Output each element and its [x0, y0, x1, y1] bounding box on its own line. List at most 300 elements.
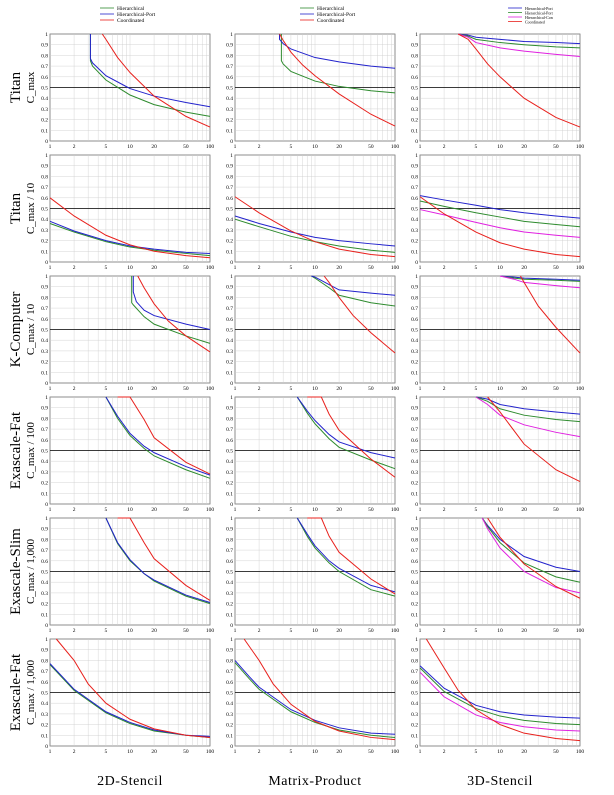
y-tick-label: 0: [45, 260, 48, 266]
x-tick-label: 100: [205, 144, 215, 150]
y-tick-label: 0.8: [411, 295, 418, 302]
x-tick-label: 100: [575, 749, 585, 755]
y-tick-label: 0.2: [41, 117, 48, 124]
y-tick-label: 0.5: [226, 206, 233, 213]
y-tick-label: 0.8: [226, 658, 233, 665]
y-tick-label: 0.1: [226, 128, 233, 135]
x-tick-label: 20: [151, 507, 157, 513]
y-tick-label: 0: [230, 381, 233, 387]
y-tick-label: 0.1: [41, 249, 48, 256]
row-label: [8, 292, 37, 368]
x-tick-label: 10: [127, 628, 133, 634]
x-tick-label: 100: [390, 144, 400, 150]
y-tick-label: 0.8: [41, 53, 48, 60]
y-tick-label: 0.1: [411, 249, 418, 256]
x-tick-label: 5: [104, 507, 108, 513]
x-tick-label: 50: [553, 386, 559, 392]
y-tick-label: 1: [230, 32, 233, 38]
y-tick-label: 0.7: [226, 427, 233, 434]
y-tick-label: 1: [230, 516, 233, 522]
x-tick-label: 100: [390, 507, 400, 513]
panel-r2-c0: [41, 274, 214, 392]
y-tick-label: 0.1: [226, 612, 233, 619]
y-tick-label: 0.7: [226, 185, 233, 192]
x-tick-label: 10: [312, 749, 318, 755]
row-label-scale: C_max / 1,000: [25, 659, 37, 726]
x-tick-label: 20: [521, 628, 527, 634]
y-tick-label: 0.9: [411, 405, 418, 412]
y-tick-label: 0: [415, 139, 418, 145]
y-tick-label: 0: [230, 623, 233, 629]
x-tick-label: 1: [418, 507, 422, 513]
y-tick-label: 0.2: [411, 117, 418, 124]
x-tick-label: 1: [418, 265, 422, 271]
y-tick-label: 0.8: [411, 53, 418, 60]
row-label-platform: Titan: [8, 71, 24, 104]
row-label-scale: C_max / 1,000: [25, 538, 37, 605]
y-tick-label: 0.4: [226, 96, 233, 103]
x-tick-label: 2: [72, 386, 76, 392]
y-tick-label: 0.7: [226, 64, 233, 71]
x-tick-label: 10: [312, 386, 318, 392]
y-tick-label: 1: [415, 516, 418, 522]
x-tick-label: 2: [257, 144, 261, 150]
y-tick-label: 0.6: [411, 558, 418, 565]
y-tick-label: 0.5: [41, 569, 48, 576]
y-tick-label: 0.9: [41, 284, 48, 291]
y-tick-label: 0.6: [41, 679, 48, 686]
y-tick-label: 0.5: [411, 206, 418, 213]
x-tick-label: 2: [442, 386, 446, 392]
y-tick-label: 0.5: [226, 569, 233, 576]
x-tick-label: 50: [553, 507, 559, 513]
panel-r0-c0: [41, 32, 214, 150]
y-tick-label: 0.4: [226, 338, 233, 345]
x-tick-label: 1: [233, 144, 237, 150]
panel-r4-c2: [411, 516, 584, 634]
x-tick-label: 50: [183, 749, 189, 755]
y-tick-label: 0.3: [226, 469, 233, 476]
x-tick-label: 5: [104, 749, 108, 755]
x-tick-label: 50: [183, 507, 189, 513]
x-tick-label: 1: [418, 386, 422, 392]
x-tick-label: 20: [151, 144, 157, 150]
y-tick-label: 0.5: [411, 569, 418, 576]
x-tick-label: 100: [575, 507, 585, 513]
y-tick-label: 0.9: [41, 647, 48, 654]
y-tick-label: 0: [230, 744, 233, 750]
y-tick-label: 0.4: [226, 459, 233, 466]
y-tick-label: 0.1: [226, 733, 233, 740]
y-tick-label: 0.7: [41, 185, 48, 192]
legend-label: Hierarchical-Port: [525, 10, 553, 16]
y-tick-label: 0.3: [226, 711, 233, 718]
x-tick-label: 50: [183, 265, 189, 271]
y-tick-label: 1: [230, 153, 233, 159]
y-tick-label: 0.8: [226, 416, 233, 423]
y-tick-label: 0.2: [41, 601, 48, 608]
y-tick-label: 0.3: [226, 590, 233, 597]
y-tick-label: 0.3: [411, 348, 418, 355]
y-tick-label: 0.7: [411, 64, 418, 71]
y-tick-label: 1: [45, 637, 48, 643]
x-tick-label: 10: [312, 507, 318, 513]
y-tick-label: 1: [230, 637, 233, 643]
x-tick-label: 2: [442, 144, 446, 150]
panel-r3-c1: [226, 395, 399, 513]
panel-r2-c2: [411, 274, 584, 392]
y-tick-label: 0.8: [411, 416, 418, 423]
x-tick-label: 50: [368, 265, 374, 271]
y-tick-label: 0: [415, 502, 418, 508]
y-tick-label: 0.3: [226, 227, 233, 234]
y-tick-label: 0.6: [411, 437, 418, 444]
y-tick-label: 0.1: [41, 612, 48, 619]
x-tick-label: 2: [257, 265, 261, 271]
x-tick-label: 5: [104, 386, 108, 392]
y-tick-label: 1: [45, 395, 48, 401]
row-label-scale: C_max / 10: [25, 182, 37, 235]
y-tick-label: 0.8: [411, 658, 418, 665]
x-tick-label: 100: [390, 628, 400, 634]
x-tick-label: 50: [183, 628, 189, 634]
y-tick-label: 0.9: [226, 647, 233, 654]
x-tick-label: 1: [48, 386, 52, 392]
x-tick-label: 50: [368, 749, 374, 755]
y-tick-label: 0.7: [41, 306, 48, 313]
y-tick-label: 0.3: [41, 469, 48, 476]
y-tick-label: 0.7: [41, 548, 48, 555]
x-tick-label: 10: [497, 749, 503, 755]
x-tick-label: 2: [442, 265, 446, 271]
y-tick-label: 0.3: [41, 711, 48, 718]
x-tick-label: 2: [72, 144, 76, 150]
panel-r3-c0: [41, 395, 214, 513]
x-tick-label: 2: [442, 628, 446, 634]
y-tick-label: 0.5: [41, 690, 48, 697]
x-tick-label: 10: [312, 144, 318, 150]
x-tick-label: 100: [205, 749, 215, 755]
x-tick-label: 1: [233, 507, 237, 513]
y-tick-label: 0.4: [41, 96, 48, 103]
legend: [100, 6, 156, 24]
y-tick-label: 0: [230, 502, 233, 508]
y-tick-label: 0.9: [226, 405, 233, 412]
x-tick-label: 2: [72, 507, 76, 513]
y-tick-label: 0.4: [226, 580, 233, 587]
y-tick-label: 0.2: [226, 117, 233, 124]
row-label-scale: C_max / 100: [25, 422, 37, 479]
y-tick-label: 0.9: [411, 163, 418, 170]
x-tick-label: 50: [368, 144, 374, 150]
y-tick-label: 0.4: [41, 338, 48, 345]
panel-r5-c0: [41, 637, 214, 755]
x-tick-label: 5: [474, 265, 478, 271]
row-label: [8, 71, 37, 103]
x-tick-label: 1: [48, 144, 52, 150]
x-tick-label: 10: [127, 749, 133, 755]
y-tick-label: 0.6: [411, 316, 418, 323]
y-tick-label: 0: [230, 260, 233, 266]
x-tick-label: 50: [183, 144, 189, 150]
row-label: [8, 411, 37, 489]
row-label-platform: Exascale-Fat: [8, 411, 24, 490]
legend-label: Hierarchical-Port: [525, 5, 553, 11]
legend-label: Coordinated: [317, 17, 345, 24]
x-tick-label: 1: [233, 749, 237, 755]
y-tick-label: 0: [45, 139, 48, 145]
y-tick-label: 0.5: [41, 327, 48, 334]
y-tick-label: 0.2: [41, 722, 48, 729]
y-tick-label: 0.9: [226, 42, 233, 49]
y-tick-label: 0.5: [41, 206, 48, 213]
x-tick-label: 10: [127, 507, 133, 513]
x-tick-label: 5: [289, 507, 293, 513]
x-tick-label: 1: [48, 507, 52, 513]
x-tick-label: 20: [521, 144, 527, 150]
x-tick-label: 50: [368, 628, 374, 634]
x-tick-label: 100: [390, 386, 400, 392]
y-tick-label: 0.4: [41, 580, 48, 587]
x-tick-label: 5: [474, 507, 478, 513]
x-tick-label: 2: [72, 265, 76, 271]
y-tick-label: 0.2: [226, 722, 233, 729]
y-tick-label: 0.9: [41, 405, 48, 412]
y-tick-label: 0.9: [226, 284, 233, 291]
y-tick-label: 0.5: [41, 448, 48, 455]
x-tick-label: 5: [289, 628, 293, 634]
x-tick-label: 20: [336, 507, 342, 513]
y-tick-label: 0.6: [41, 558, 48, 565]
row-label: [8, 653, 37, 731]
x-tick-label: 1: [48, 265, 52, 271]
legend: [508, 6, 554, 25]
x-tick-label: 5: [474, 144, 478, 150]
y-tick-label: 0.1: [226, 249, 233, 256]
x-tick-label: 100: [575, 386, 585, 392]
y-tick-label: 0.2: [41, 359, 48, 366]
y-tick-label: 0.3: [411, 106, 418, 113]
y-tick-label: 0.3: [41, 227, 48, 234]
y-tick-label: 0: [415, 260, 418, 266]
x-tick-label: 1: [233, 386, 237, 392]
x-tick-label: 50: [183, 386, 189, 392]
legend-label: Hierarchical: [317, 5, 345, 12]
y-tick-label: 0: [415, 623, 418, 629]
y-tick-label: 0.4: [411, 459, 418, 466]
y-tick-label: 0.1: [41, 733, 48, 740]
panel-r1-c1: [226, 153, 399, 271]
x-tick-label: 1: [418, 749, 422, 755]
x-tick-label: 20: [521, 386, 527, 392]
x-tick-label: 20: [151, 386, 157, 392]
y-tick-label: 0.5: [226, 448, 233, 455]
y-tick-label: 0.6: [226, 558, 233, 565]
y-tick-label: 0.8: [41, 537, 48, 544]
y-tick-label: 0.9: [226, 163, 233, 170]
y-tick-label: 0.2: [411, 601, 418, 608]
x-tick-label: 2: [72, 628, 76, 634]
panel-r3-c2: [411, 395, 584, 513]
y-tick-label: 0.4: [411, 217, 418, 224]
row-label-platform: Exascale-Slim: [8, 528, 24, 615]
y-tick-label: 0.2: [41, 480, 48, 487]
legend-label: Coordinated: [525, 19, 545, 25]
y-tick-label: 0.5: [411, 690, 418, 697]
x-tick-label: 50: [368, 507, 374, 513]
legend-label: Hierarchical-Port: [317, 11, 356, 18]
y-tick-label: 0.1: [41, 370, 48, 377]
x-tick-label: 20: [521, 749, 527, 755]
y-tick-label: 0.7: [411, 185, 418, 192]
x-tick-label: 5: [474, 749, 478, 755]
y-tick-label: 0.2: [411, 480, 418, 487]
x-tick-label: 5: [289, 386, 293, 392]
y-tick-label: 0: [45, 623, 48, 629]
x-tick-label: 10: [497, 144, 503, 150]
y-tick-label: 0.1: [411, 612, 418, 619]
x-tick-label: 5: [104, 628, 108, 634]
y-tick-label: 0.7: [226, 306, 233, 313]
y-tick-label: 0.6: [226, 74, 233, 81]
row-label-scale: C_max / 10: [25, 303, 37, 356]
row-label-platform: Titan: [8, 192, 24, 225]
x-tick-label: 5: [104, 265, 108, 271]
panel-r4-c1: [226, 516, 399, 634]
y-tick-label: 0.8: [226, 295, 233, 302]
y-tick-label: 0.6: [411, 74, 418, 81]
y-tick-label: 0.2: [226, 601, 233, 608]
x-tick-label: 20: [151, 628, 157, 634]
panel-r5-c1: [226, 637, 399, 755]
row-label-scale: C_max: [25, 71, 37, 104]
y-tick-label: 0.9: [41, 42, 48, 49]
y-tick-label: 1: [230, 274, 233, 280]
y-tick-label: 0.9: [411, 42, 418, 49]
y-tick-label: 0.1: [411, 733, 418, 740]
x-tick-label: 2: [257, 749, 261, 755]
y-tick-label: 0.5: [411, 327, 418, 334]
x-tick-label: 50: [368, 386, 374, 392]
x-tick-label: 2: [257, 628, 261, 634]
panel-r0-c2: [411, 32, 584, 150]
x-tick-label: 100: [575, 628, 585, 634]
x-tick-label: 10: [497, 265, 503, 271]
y-tick-label: 0.4: [41, 217, 48, 224]
y-tick-label: 0.4: [411, 338, 418, 345]
x-tick-label: 20: [151, 265, 157, 271]
x-tick-label: 1: [418, 628, 422, 634]
y-tick-label: 0: [415, 381, 418, 387]
x-tick-label: 100: [575, 265, 585, 271]
y-tick-label: 0.6: [411, 679, 418, 686]
x-tick-label: 50: [553, 628, 559, 634]
y-tick-label: 0.6: [226, 195, 233, 202]
y-tick-label: 0.1: [411, 370, 418, 377]
y-tick-label: 0.3: [411, 227, 418, 234]
x-tick-label: 50: [553, 749, 559, 755]
y-tick-label: 0: [45, 502, 48, 508]
y-tick-label: 0.3: [41, 590, 48, 597]
y-tick-label: 0.2: [411, 359, 418, 366]
x-tick-label: 10: [312, 628, 318, 634]
y-tick-label: 1: [415, 395, 418, 401]
y-tick-label: 0.8: [411, 174, 418, 181]
row-label-platform: K-Computer: [8, 291, 24, 368]
y-tick-label: 0.3: [411, 469, 418, 476]
x-tick-label: 1: [48, 749, 52, 755]
x-tick-label: 1: [48, 628, 52, 634]
y-tick-label: 0.8: [226, 174, 233, 181]
x-tick-label: 100: [390, 749, 400, 755]
y-tick-label: 0.3: [41, 348, 48, 355]
y-tick-label: 0.5: [41, 85, 48, 92]
y-tick-label: 0.1: [226, 491, 233, 498]
row-label: [8, 528, 37, 615]
x-tick-label: 20: [336, 628, 342, 634]
legend-label: Hierarchical: [117, 5, 145, 12]
y-tick-label: 0: [45, 381, 48, 387]
x-tick-label: 50: [553, 144, 559, 150]
y-tick-label: 0.2: [226, 480, 233, 487]
x-tick-label: 5: [104, 144, 108, 150]
y-tick-label: 0: [230, 139, 233, 145]
y-tick-label: 0.1: [226, 370, 233, 377]
y-tick-label: 0.7: [226, 548, 233, 555]
y-tick-label: 0.2: [411, 722, 418, 729]
y-tick-label: 0.6: [41, 74, 48, 81]
panel-r1-c2: [411, 153, 584, 271]
x-tick-label: 1: [418, 144, 422, 150]
y-tick-label: 0.9: [411, 647, 418, 654]
y-tick-label: 0.8: [41, 416, 48, 423]
y-tick-label: 1: [415, 153, 418, 159]
y-tick-label: 0.7: [411, 548, 418, 555]
x-tick-label: 2: [257, 386, 261, 392]
y-tick-label: 0.7: [226, 669, 233, 676]
y-tick-label: 0.8: [226, 53, 233, 60]
x-tick-label: 20: [151, 749, 157, 755]
y-tick-label: 0.1: [411, 491, 418, 498]
x-tick-label: 10: [497, 628, 503, 634]
x-tick-label: 2: [442, 507, 446, 513]
y-tick-label: 0.1: [41, 491, 48, 498]
y-tick-label: 0.5: [226, 690, 233, 697]
x-tick-label: 100: [575, 144, 585, 150]
y-tick-label: 0.4: [41, 701, 48, 708]
legend-label: Hierarchical-Port: [117, 11, 156, 18]
y-tick-label: 0.7: [41, 64, 48, 71]
y-tick-label: 0.3: [411, 590, 418, 597]
y-tick-label: 1: [45, 516, 48, 522]
x-tick-label: 5: [474, 628, 478, 634]
x-tick-label: 5: [289, 144, 293, 150]
x-tick-label: 2: [72, 749, 76, 755]
x-tick-label: 10: [127, 386, 133, 392]
column-label: Matrix-Product: [268, 774, 362, 789]
y-tick-label: 0.7: [411, 427, 418, 434]
legend-label: Coordinated: [117, 17, 145, 24]
y-tick-label: 1: [415, 32, 418, 38]
x-tick-label: 100: [390, 265, 400, 271]
panel-r1-c0: [41, 153, 214, 271]
y-tick-label: 0.8: [226, 537, 233, 544]
x-tick-label: 5: [474, 386, 478, 392]
x-tick-label: 20: [521, 265, 527, 271]
x-tick-label: 20: [521, 507, 527, 513]
y-tick-label: 0.6: [226, 437, 233, 444]
x-tick-label: 100: [205, 628, 215, 634]
